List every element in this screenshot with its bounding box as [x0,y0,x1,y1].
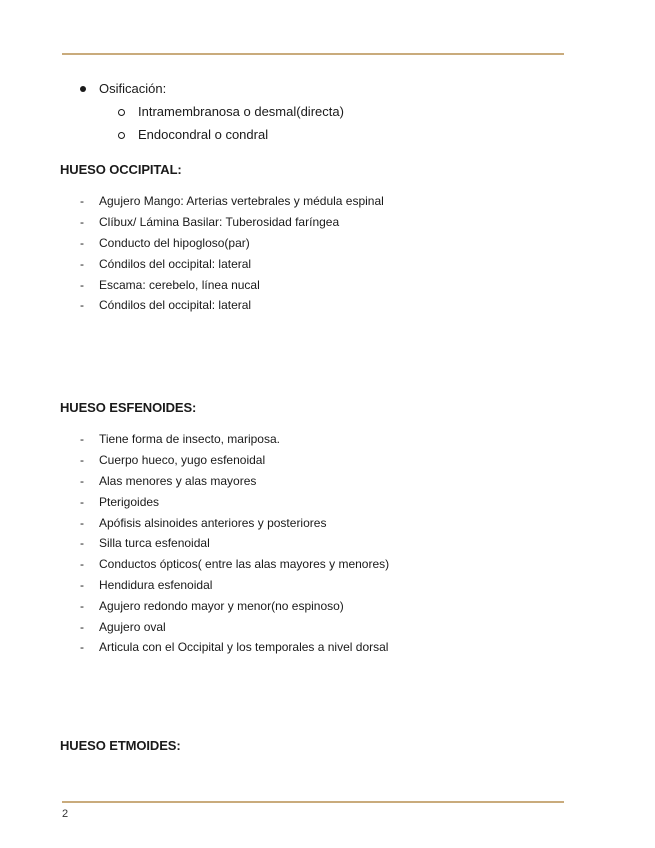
esfenoides-list [80,429,389,658]
list-item [80,637,389,658]
heading-etmoides: HUESO ETMOIDES: [60,738,181,753]
list-item-text: Cóndilos del occipital: lateral [99,298,252,313]
dash-bullet: - [80,598,84,613]
heading-occipital: HUESO OCCIPITAL: [60,162,182,177]
heading-esfenoides: HUESO ESFENOIDES: [60,400,197,415]
ossification-item [80,80,344,98]
list-item-text: Agujero Mango: Arterias vertebrales y médula espinal [99,194,384,209]
list-item [80,471,389,492]
list-item-text: Agujero oval [99,619,166,634]
hollow-bullet-icon [118,132,125,139]
list-item [80,429,389,450]
dash-bullet: - [80,277,84,292]
dash-bullet: - [80,640,84,655]
dash-bullet: - [80,215,84,230]
list-item-text: Articula con el Occipital y los temporales a nivel dorsal [99,640,389,655]
dash-bullet: - [80,577,84,592]
list-item [80,191,384,212]
list-item-text: Conductos ópticos( entre las alas mayores y menores) [99,557,390,572]
dash-bullet: - [80,494,84,509]
list-item-text: Tiene forma de insecto, mariposa. [99,432,280,447]
dash-bullet: - [80,619,84,634]
list-item [80,295,384,316]
list-item [80,491,389,512]
list-item-text: Alas menores y alas mayores [99,473,257,488]
page-number: 2 [62,808,69,820]
ossification-subitem [118,126,344,144]
list-item [80,616,389,637]
hollow-bullet-icon [118,109,125,116]
list-item [80,512,389,533]
dash-bullet: - [80,298,84,313]
dash-bullet: - [80,235,84,250]
ossification-subitem-text: Intramembranosa o desmal(directa) [138,104,344,119]
dash-bullet: - [80,256,84,271]
list-item-text: Cóndilos del occipital: lateral [99,256,252,271]
list-item [80,533,389,554]
list-item-text: Conducto del hipogloso(par) [99,235,250,250]
dash-bullet: - [80,432,84,447]
dash-bullet: - [80,536,84,551]
list-item [80,274,384,295]
dash-bullet: - [80,557,84,572]
ossification-subitem [118,103,344,121]
ossification-list [80,80,344,144]
dash-bullet: - [80,515,84,530]
list-item-text: Apófisis alsinoides anteriores y posteriores [99,515,327,530]
bullet-icon [80,86,86,92]
list-item-text: Clíbux/ Lámina Basilar: Tuberosidad faríngea [99,215,340,230]
list-item-text: Escama: cerebelo, línea nucal [99,277,260,292]
header-rule [62,53,564,55]
footer-rule [62,801,564,803]
dash-bullet: - [80,473,84,488]
dash-bullet: - [80,453,84,468]
list-item [80,212,384,233]
list-item [80,450,389,471]
ossification-label: Osificación: [99,81,167,96]
list-item [80,554,389,575]
list-item-text: Pterigoides [99,494,160,509]
list-item-text: Silla turca esfenoidal [99,536,210,551]
dash-bullet: - [80,194,84,209]
list-item [80,575,389,596]
list-item-text: Agujero redondo mayor y menor(no espinoso) [99,598,344,613]
list-item-text: Cuerpo hueco, yugo esfenoidal [99,453,266,468]
list-item [80,253,384,274]
occipital-list [80,191,384,316]
list-item [80,595,389,616]
list-item [80,233,384,254]
ossification-subitem-text: Endocondral o condral [138,127,269,142]
list-item-text: Hendidura esfenoidal [99,577,213,592]
